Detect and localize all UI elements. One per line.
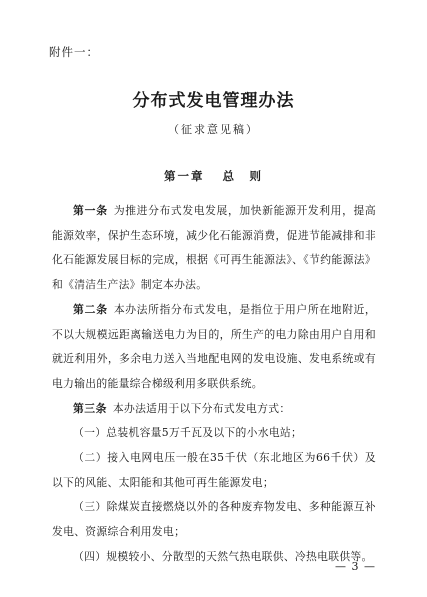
article-number: 第三条 xyxy=(73,401,107,415)
chapter-heading xyxy=(0,168,427,184)
article-number: 第二条 xyxy=(73,302,108,316)
document-subtitle: （征求意见稿） xyxy=(168,123,259,136)
chapter-name: 总 则 xyxy=(222,169,263,183)
chapter-number: 第一章 xyxy=(164,169,205,183)
list-item: （三）除煤炭直接燃烧以外的各种废弃物发电、多种能源互补发电、资源综合利用发电； xyxy=(52,500,376,539)
list-item: （一）总装机容量5万千瓦及以下的小水电站； xyxy=(73,426,303,440)
attachment-label: 附件一： xyxy=(49,45,99,59)
article-text: 为推进分布式发电发展，加快新能源开发利用，提高能源效率，保护生态环境，减少化石能源消费，促进节能减排和非化石能源发展目标的完成，根据《可再生能源法》、《节约能源法》和《清洁生产法》制定本办法。 xyxy=(52,204,376,292)
list-item: （四）规模较小、分散型的天然气热电联供、冷热电联供等。 xyxy=(73,549,373,563)
page-number: — 3 — xyxy=(335,560,376,573)
article-text: 本办法所指分布式发电，是指位于用户所在地附近，不以大规模远距离输送电力为目的，所生产的电力除由用户自用和就近利用外，多余电力送入当地配电网的发电设施、发电系统或有电力输出的能量综合梯级利用多联供系统。 xyxy=(52,302,376,390)
document-title: 分布式发电管理办法 xyxy=(132,91,295,111)
document-body xyxy=(52,199,376,570)
article-1 xyxy=(52,199,376,298)
list-item: （二）接入电网电压一般在35千伏（东北地区为66千伏）及以下的风能、太阳能和其他可再生能源发电； xyxy=(52,451,376,489)
article-number: 第一条 xyxy=(73,204,108,217)
article-3 xyxy=(52,397,376,422)
article-2 xyxy=(52,298,376,397)
article-text: 本办法适用于以下分布式发电方式： xyxy=(112,401,291,415)
